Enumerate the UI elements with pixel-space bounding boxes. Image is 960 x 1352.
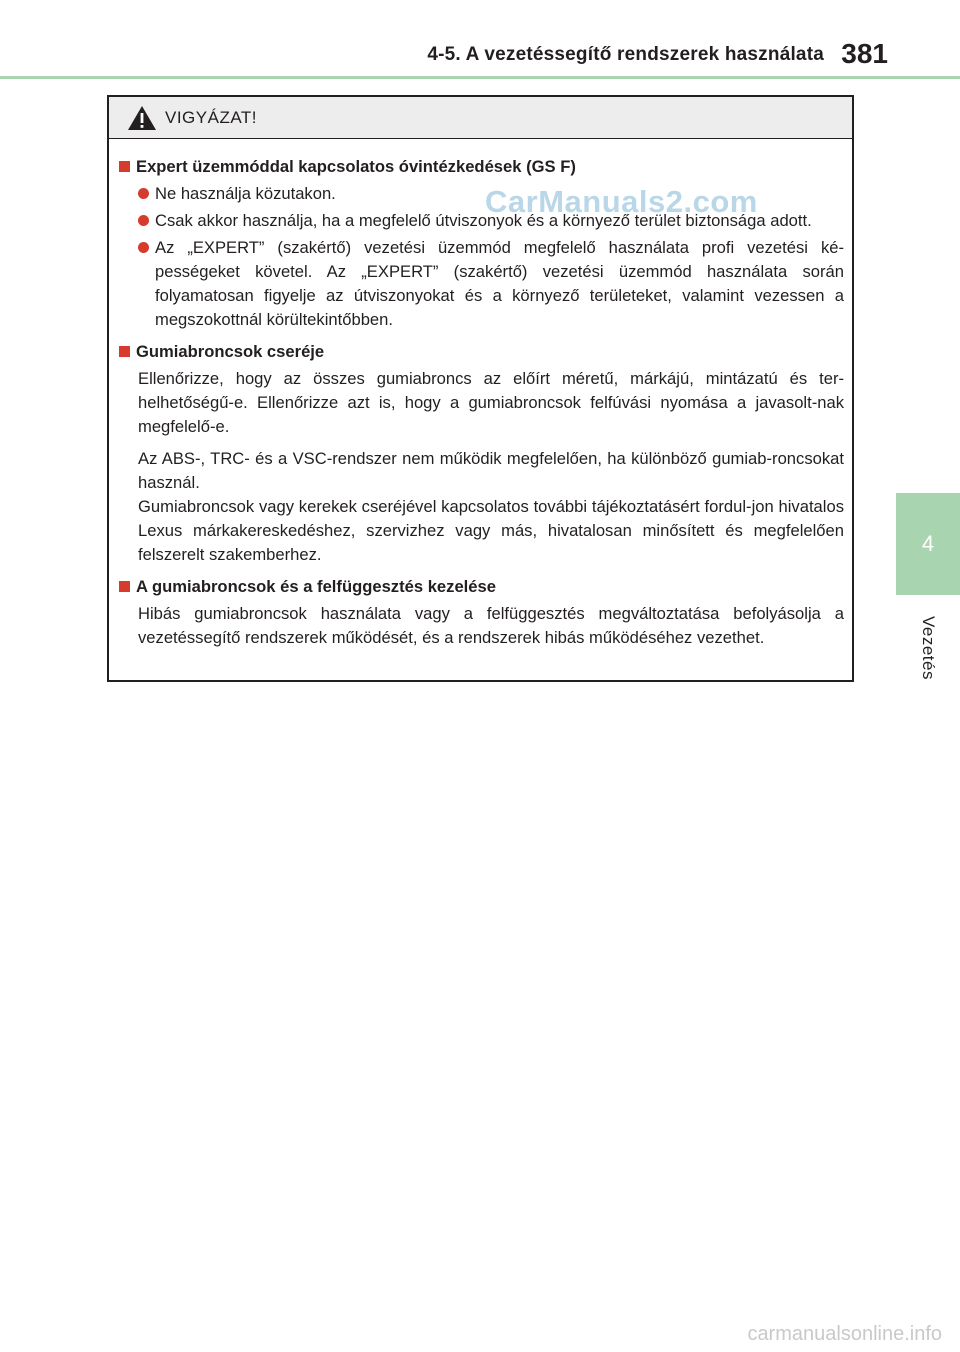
square-bullet-icon [119,581,130,592]
paragraph: Ellenőrizze, hogy az összes gumiabroncs az előírt méretű, márkájú, mintázatú és ter-helhetőségű-e. Ellenőrizze azt is, hogy a gumiabroncsok felfúvási nyomása a javasolt-nak megfelelő-e. [138,369,844,436]
warning-header [109,97,852,139]
paragraph: Az ABS-, TRC- és a VSC-rendszer nem működik megfelelően, ha különböző gumiab-roncsokat használ. [138,449,844,492]
paragraph: Gumiabroncsok vagy kerekek cseréjével kapcsolatos további tájékoztatásért fordul-jon hivatalos Lexus márkakereskedéshez, szervizhez vagy más, hivatalosan minősített és megfelelően felszerelt szakemberhez. [138,497,844,564]
header-rule [0,76,960,79]
watermark-top: CarManuals2.com [485,184,758,219]
watermark-bottom: carmanualsonline.info [747,1323,942,1345]
warning-triangle-icon [127,105,157,131]
dot-bullet-icon [138,188,149,199]
dot-bullet-icon [138,242,149,253]
page-number: 381 [841,38,888,69]
section-title: 4-5. A vezetéssegítő rendszerek használata [427,44,824,65]
chapter-number: 4 [921,531,935,556]
chapter-label-wrap [896,608,960,688]
section-title-tires: Gumiabroncsok cseréje [119,340,844,364]
paragraph: Hibás gumiabroncsok használata vagy a felfüggesztés megváltoztatása befolyásolja a vezetéssegítő rendszerek működését, és a rendszerek hibás működéséhez vezethet. [138,604,844,647]
bullet-item: Az „EXPERT” (szakértő) vezetési üzemmód megfelelő használata profi vezetési ké-pességeket követel. Az „EXPERT” (szakértő) vezetési üzemmód használata során folyamatosan figyelje az útviszonyokat és a környező területeket, valamint vezessen a megszokottnál körültekintőbben. [138,236,844,332]
chapter-tab [896,493,960,595]
dot-bullet-icon [138,215,149,226]
bullet-item: Ne használja közutakon. [138,182,844,206]
section-title-suspension: A gumiabroncsok és a felfüggesztés kezelése [119,575,844,599]
chapter-label: Vezetés [919,616,938,680]
warning-title: VIGYÁZAT! [165,107,258,127]
bullet-item: Csak akkor használja, ha a megfelelő útviszonyok és a környező terület biztonsága adott. [138,209,844,233]
section-title-expert: Expert üzemmóddal kapcsolatos óvintézkedések (GS F) [119,155,844,179]
square-bullet-icon [119,346,130,357]
square-bullet-icon [119,161,130,172]
